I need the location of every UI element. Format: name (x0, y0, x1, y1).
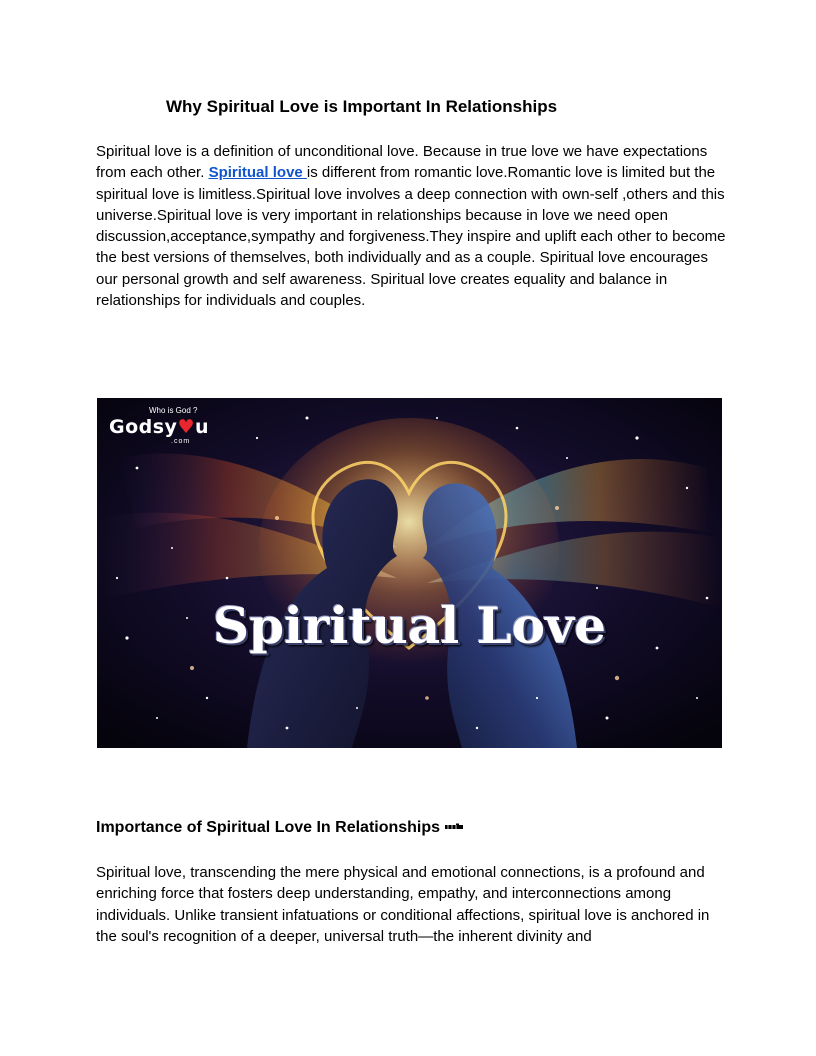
spiritual-love-image (97, 398, 722, 748)
heart-icon: ♥ (177, 416, 195, 438)
logo-wordmark: Godsy♥u (109, 416, 210, 438)
spiritual-love-link[interactable]: Spiritual love (208, 164, 307, 182)
pointing-hand-icon (444, 819, 464, 837)
section-heading (96, 819, 464, 837)
intro-text-before-link: Spiritual love is a definition of unconditional love. Because in true love we have expectations from each other. (96, 143, 708, 182)
cosmic-couple-illustration (97, 398, 722, 748)
section-heading-text: Importance of Spiritual Love In Relationships (96, 819, 441, 837)
document-title: Why Spiritual Love is Important In Relationships (166, 97, 558, 116)
intro-paragraph (96, 141, 726, 311)
logo-tagline: Who is God ? (149, 406, 198, 415)
logo-domain: .com (171, 438, 191, 445)
image-caption: Spiritual Love (212, 596, 607, 655)
intro-text-after-link: is different from romantic love.Romantic love is limited but the spiritual love is limitless.Spiritual love involves a deep connection with own-self ,others and this universe.Spiritual love is very important in relationships because in love we need open discussion,acceptance,sympathy and forgiveness.They inspire and uplift each other to become the best versions of themselves, both individually and as a couple. Spiritual love encourages our personal growth and self awareness. Spiritual love creates equality and balance in relationships for individuals and couples. (96, 164, 726, 310)
section-paragraph: Spiritual love, transcending the mere physical and emotional connections, is a profound and enriching force that fosters deep understanding, empathy, and interconnections among individuals. Unlike transient infatuations or conditional affections, spiritual love is anchored in the soul's recognition of a deeper, universal truth—the inherent divinity and (96, 864, 710, 945)
